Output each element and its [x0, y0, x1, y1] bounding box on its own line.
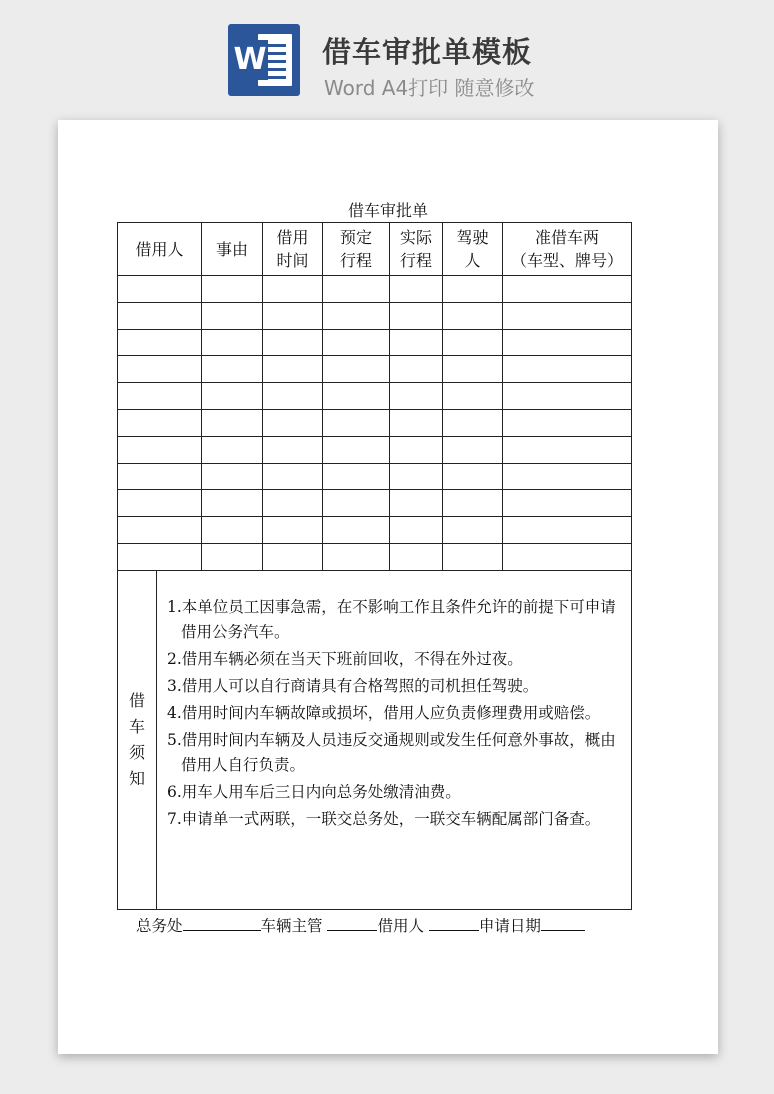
general-affairs-label: 总务处 [136, 917, 183, 935]
borrower-blank[interactable] [429, 914, 479, 931]
column-header-line: （车型、牌号） [510, 251, 623, 270]
table-cell[interactable] [263, 302, 323, 329]
table-cell[interactable] [202, 490, 263, 517]
table-cell[interactable] [202, 276, 263, 303]
table-cell[interactable] [263, 383, 323, 410]
table-cell[interactable] [323, 490, 390, 517]
column-header-line: 人 [464, 251, 481, 270]
table-cell[interactable] [503, 302, 632, 329]
table-cell[interactable] [503, 329, 632, 356]
column-header-line: 预定 [339, 228, 372, 247]
column-header-line: 行程 [399, 251, 432, 270]
table-cell[interactable] [323, 329, 390, 356]
table-cell[interactable] [202, 383, 263, 410]
word-document-icon [228, 24, 300, 96]
table-cell[interactable] [390, 436, 443, 463]
notes-label-char: 须 [128, 742, 145, 762]
column-header-line: 借用人 [135, 239, 184, 259]
notes-content-column [157, 571, 631, 909]
table-cell[interactable] [390, 383, 443, 410]
table-cell[interactable] [263, 276, 323, 303]
table-cell[interactable] [503, 356, 632, 383]
column-header [118, 223, 202, 276]
table-cell[interactable] [390, 276, 443, 303]
notes-list-item: 2.借用车辆必须在当天下班前回收，不得在外过夜。 [167, 649, 523, 668]
table-cell[interactable] [503, 383, 632, 410]
table-cell[interactable] [443, 517, 503, 544]
notes-wrapper-cell [118, 570, 632, 909]
notes-list-item: 6.用车人用车后三日内向总务处缴清油费。 [167, 782, 461, 801]
table-cell[interactable] [263, 409, 323, 436]
table-cell[interactable] [202, 302, 263, 329]
table-row [118, 329, 632, 356]
table-row [118, 383, 632, 410]
table-cell[interactable] [443, 409, 503, 436]
table-cell[interactable] [443, 463, 503, 490]
table-cell[interactable] [390, 409, 443, 436]
table-row [118, 436, 632, 463]
table-cell[interactable] [390, 543, 443, 570]
table-row [118, 490, 632, 517]
table-row [118, 356, 632, 383]
table-cell[interactable] [263, 517, 323, 544]
column-header [323, 223, 390, 276]
column-header-line: 准借车两 [534, 228, 599, 247]
table-cell[interactable] [323, 356, 390, 383]
table-cell[interactable] [443, 302, 503, 329]
notes-row [118, 570, 632, 909]
table-cell[interactable] [118, 490, 202, 517]
table-row [118, 276, 632, 303]
column-header [390, 223, 443, 276]
table-cell[interactable] [323, 463, 390, 490]
table-cell[interactable] [323, 302, 390, 329]
table-cell[interactable] [503, 463, 632, 490]
table-cell[interactable] [390, 302, 443, 329]
column-header [202, 223, 263, 276]
table-cell[interactable] [323, 383, 390, 410]
column-header-line: 时间 [276, 251, 309, 270]
notes-label-char: 借 [128, 690, 145, 710]
apply-date-label: 申请日期 [478, 917, 541, 935]
table-row [118, 302, 632, 329]
table-cell[interactable] [118, 543, 202, 570]
template-title: 借车审批单模板 [322, 35, 533, 69]
notes-list-item: 7.申请单一式两联，一联交总务处，一联交车辆配属部门备查。 [167, 809, 601, 828]
column-header-line: 驾驶 [456, 228, 489, 247]
table-row [118, 517, 632, 544]
table-cell[interactable] [263, 543, 323, 570]
word-letter: W [232, 40, 268, 80]
table-cell[interactable] [118, 329, 202, 356]
table-cell[interactable] [443, 329, 503, 356]
table-cell[interactable] [503, 436, 632, 463]
table-cell[interactable] [263, 463, 323, 490]
table-cell[interactable] [390, 490, 443, 517]
table-cell[interactable] [443, 436, 503, 463]
table-row [118, 463, 632, 490]
table-row [118, 409, 632, 436]
borrower-label: 借用人 [377, 917, 424, 935]
column-header-line: 借用 [276, 228, 309, 247]
notes-list-item: 1.本单位员工因事急需，在不影响工作且条件允许的前提下可申请借用公务汽车。 [167, 597, 616, 641]
signature-line [136, 914, 696, 936]
table-cell[interactable] [443, 356, 503, 383]
notes-label-column [118, 571, 157, 909]
table-cell[interactable] [323, 436, 390, 463]
table-cell[interactable] [263, 356, 323, 383]
table-cell[interactable] [202, 356, 263, 383]
table-cell[interactable] [202, 329, 263, 356]
table-cell[interactable] [263, 490, 323, 517]
column-header-line: 行程 [339, 251, 372, 270]
table-cell[interactable] [503, 490, 632, 517]
table-cell[interactable] [390, 517, 443, 544]
table-cell[interactable] [503, 409, 632, 436]
column-header [263, 223, 323, 276]
table-cell[interactable] [118, 436, 202, 463]
table-cell[interactable] [443, 276, 503, 303]
table-cell[interactable] [202, 517, 263, 544]
table-cell[interactable] [202, 409, 263, 436]
vehicle-supervisor-blank[interactable] [327, 914, 377, 931]
table-cell[interactable] [202, 543, 263, 570]
column-header [443, 223, 503, 276]
notes-list-item: 3.借用人可以自行商请具有合格驾照的司机担任驾驶。 [167, 676, 539, 695]
table-cell[interactable] [118, 409, 202, 436]
table-cell[interactable] [443, 383, 503, 410]
apply-date-blank[interactable] [541, 914, 585, 931]
table-cell[interactable] [390, 463, 443, 490]
column-header [503, 223, 632, 276]
column-header-line: 实际 [399, 228, 432, 247]
table-cell[interactable] [503, 517, 632, 544]
notes-list [157, 571, 631, 832]
table-cell[interactable] [503, 543, 632, 570]
table-cell[interactable] [118, 356, 202, 383]
table-cell[interactable] [443, 490, 503, 517]
notes-list-item: 5.借用时间内车辆及人员违反交通规则或发生任何意外事故，概由借用人自行负责。 [167, 730, 616, 774]
table-cell[interactable] [323, 543, 390, 570]
table-cell[interactable] [390, 329, 443, 356]
table-cell[interactable] [118, 302, 202, 329]
table-cell[interactable] [263, 436, 323, 463]
table-header-row [118, 223, 632, 276]
notes-label-char: 知 [128, 768, 145, 788]
table-cell[interactable] [202, 436, 263, 463]
notes-label-char: 车 [128, 716, 145, 736]
table-cell[interactable] [118, 517, 202, 544]
table-cell[interactable] [323, 409, 390, 436]
column-header-line: 事由 [215, 239, 248, 259]
vehicle-supervisor-label: 车辆主管 [260, 917, 323, 935]
template-header [0, 0, 774, 120]
template-subtitle: Word A4打印 随意修改 [324, 76, 535, 100]
table-row [118, 543, 632, 570]
notes-list-item: 4.借用时间内车辆故障或损坏，借用人应负责修理费用或赔偿。 [167, 703, 601, 722]
table-cell[interactable] [503, 276, 632, 303]
table-cell[interactable] [390, 356, 443, 383]
form-title: 借车审批单 [347, 201, 428, 220]
table-cell[interactable] [263, 329, 323, 356]
table-cell[interactable] [118, 463, 202, 490]
general-affairs-blank[interactable] [183, 914, 261, 931]
table-cell[interactable] [118, 276, 202, 303]
table-cell[interactable] [118, 383, 202, 410]
table-cell[interactable] [323, 276, 390, 303]
table-cell[interactable] [323, 517, 390, 544]
table-cell[interactable] [443, 543, 503, 570]
approval-table [117, 222, 632, 910]
document-page [58, 120, 718, 1054]
table-cell[interactable] [202, 463, 263, 490]
